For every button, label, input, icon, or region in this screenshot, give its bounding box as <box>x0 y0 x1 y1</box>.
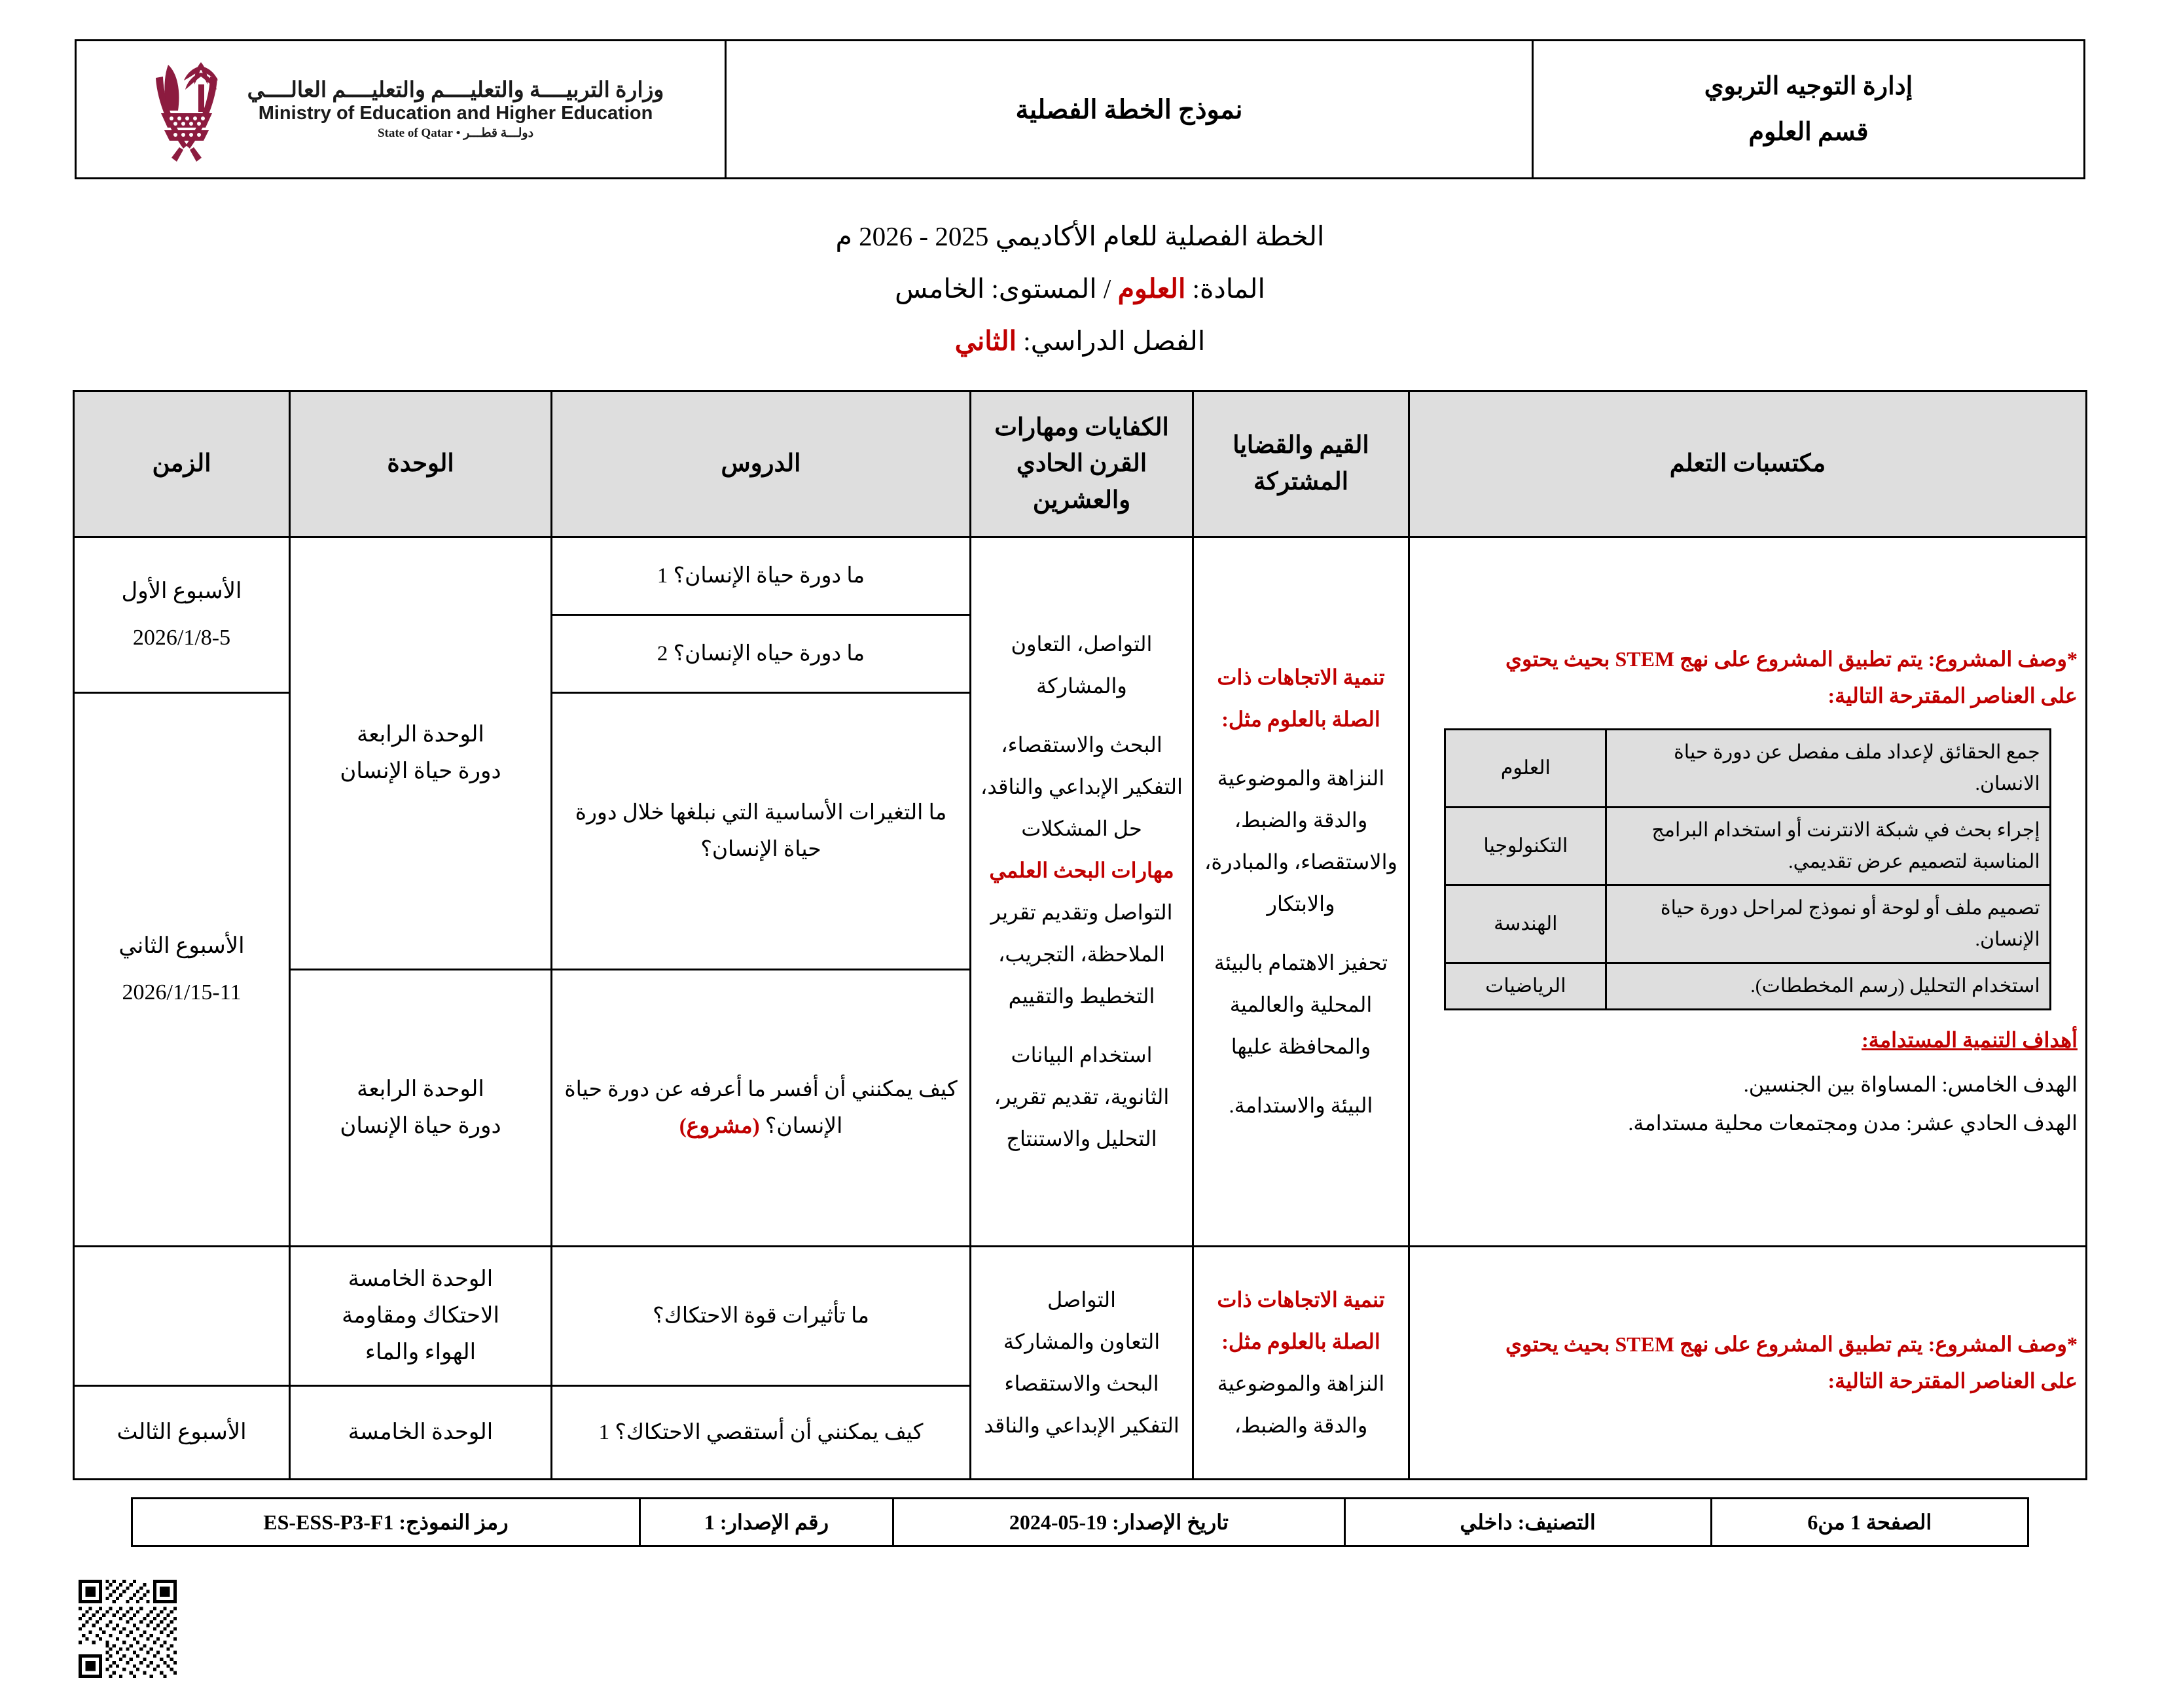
unit-line-1: الوحدة الرابعة <box>357 722 484 747</box>
academic-year-line: الخطة الفصلية للعام الأكاديمي 2025 - 2026 م <box>835 221 1325 251</box>
footer-form-code: رمز النموذج: ES-ESS-P3-F1 <box>132 1498 640 1546</box>
week-label-2: الأسبوع الثاني <box>118 933 245 958</box>
values-text-1: النزاهة والموضوعية والدقة والضبط، والاستقصاء، والمبادرة، والابتكار <box>1204 766 1397 916</box>
column-header-values: القيم والقضايا المشتركة <box>1193 391 1409 537</box>
lesson-cell-w2-l1: ما التغيرات الأساسية التي نبلغها خلال دورة حياة الإنسان؟ <box>552 692 971 969</box>
subject-value: العلوم <box>1117 273 1186 304</box>
stem-row-engineering <box>1445 885 2050 963</box>
qatar-emblem-icon <box>137 50 236 168</box>
spacer <box>1202 740 1400 757</box>
values-cell-block1 <box>1193 537 1409 1246</box>
spacer <box>1202 925 1400 942</box>
unit-cell-week1 <box>290 537 552 969</box>
values-text-block2: النزاهة والموضوعية والدقة والضبط، <box>1217 1372 1385 1438</box>
stem-engineering-text: تصميم ملف أو لوحة أو نموذج لمراحل دورة حياة الإنسان. <box>1606 885 2050 963</box>
unit5-line-1: الوحدة الخامسة <box>348 1266 494 1291</box>
term-label: الفصل الدراسي: <box>1017 325 1206 356</box>
ministry-logo-text <box>247 79 664 140</box>
term-line <box>0 315 2160 368</box>
unit5-line-2: الاحتكاك ومقاومة <box>342 1303 499 1328</box>
lesson-cell-w1-l1: ما دورة حياة الإنسان؟ 1 <box>552 537 971 614</box>
department-line-2: قسم العلوم <box>1748 118 1869 146</box>
state-of-qatar-label: دولـــة قطـــر • State of Qatar <box>377 126 534 140</box>
stem-science-label: العلوم <box>1445 729 1606 807</box>
document-footer-table <box>131 1497 2029 1547</box>
document-header-table <box>75 39 2085 179</box>
department-cell <box>1533 41 2085 179</box>
stem-engineering-label: الهندسة <box>1445 885 1606 963</box>
footer-issue-number: رقم الإصدار: 1 <box>639 1498 893 1546</box>
document-page <box>0 39 2160 1708</box>
unit-line-2: دورة حياة الإنسان <box>340 758 501 783</box>
lesson-cell-w1-l2: ما دورة حياه الإنسان؟ 2 <box>552 614 971 692</box>
stem-row-technology <box>1445 807 2050 885</box>
values-cell-block2 <box>1193 1246 1409 1479</box>
ministry-name-english: Ministry of Education and Higher Education <box>258 103 653 124</box>
values-text-2: تحفيز الاهتمام بالبيئة المحلية والعالمية والمحافظة عليها <box>1214 951 1388 1059</box>
column-header-outcomes: مكتسبات التعلم <box>1409 391 2087 537</box>
column-header-time: الزمن <box>74 391 290 537</box>
project-tag: (مشروع) <box>679 1114 760 1138</box>
project-description-line2: على العناصر المقترحة التالية: <box>1827 1369 2078 1393</box>
spacer <box>1202 1067 1400 1084</box>
table-row <box>74 1246 2087 1385</box>
ministry-logo-cell <box>76 41 726 179</box>
spacer <box>979 707 1184 724</box>
competencies-red-heading: مهارات البحث العلمي <box>989 859 1174 883</box>
competency-text-1: التواصل، التعاون والمشاركة <box>1011 632 1153 698</box>
footer-issue-date: تاريخ الإصدار: 19-05-2024 <box>893 1498 1344 1546</box>
competency-b2-text-1: التواصل <box>1047 1288 1117 1312</box>
ministry-logo <box>83 50 718 168</box>
sdg-goal-5: الهدف الخامس: المساواة بين الجنسين. <box>1743 1072 2078 1096</box>
sdg-heading: أهداف التنمية المستدامة: <box>1862 1027 2078 1052</box>
plan-title-block <box>0 211 2160 368</box>
table-header-row <box>74 391 2087 537</box>
sdg-goal-11: الهدف الحادي عشر: مدن ومجتمعات محلية مستدامة. <box>1628 1111 2078 1135</box>
term-value: الثاني <box>954 325 1017 356</box>
subject-level-line <box>0 263 2160 315</box>
competencies-cell-block1 <box>971 537 1193 1246</box>
footer-row <box>132 1498 2028 1546</box>
unit-line-1: الوحدة الرابعة <box>357 1076 484 1101</box>
competency-text-3: التواصل وتقديم تقرير الملاحظة، التجريب، التخطيط والتقييم <box>990 900 1173 1008</box>
project-description-line1: *وصف المشروع: يتم تطبيق المشروع على نهج STEM بحيث يحتوي <box>1505 647 2078 671</box>
unit5-line-3: الهواء والماء <box>365 1340 477 1364</box>
footer-classification: التصنيف: داخلي <box>1344 1498 1711 1546</box>
semester-plan-table <box>73 390 2087 1480</box>
competency-text-4: استخدام البيانات الثانوية، تقديم تقرير، التحليل والاستنتاج <box>994 1043 1170 1151</box>
lesson-cell-w2-l2 <box>552 969 971 1246</box>
stem-elements-table <box>1444 728 2051 1010</box>
ministry-name-arabic: وزارة التربيــــة والتعليــــم والتعليــــم العالــــي <box>247 79 664 103</box>
column-header-lessons: الدروس <box>552 391 971 537</box>
project-description-block1 <box>1418 641 2078 714</box>
week-dates-2: 2026/1/15-11 <box>122 980 242 1005</box>
stem-science-text: جمع الحقائق لإعداد ملف مفصل عن دورة حياة الانسان. <box>1606 729 2050 807</box>
competency-b2-text-3: البحث والاستقصاء <box>1004 1372 1159 1396</box>
column-header-competencies: الكفايات ومهارات القرن الحادي والعشرين <box>971 391 1193 537</box>
qr-code <box>79 1580 177 1678</box>
project-description-line2: على العناصر المقترحة التالية: <box>1827 683 2078 707</box>
time-cell-week1 <box>74 537 290 692</box>
competency-text-2: البحث والاستقصاء، التفكير الإبداعي والناقد، حل المشكلات <box>981 733 1183 841</box>
values-red-heading-block2: تنمية الاتجاهات ذات الصلة بالعلوم مثل: <box>1217 1288 1385 1354</box>
stem-mathematics-label: الرياضيات <box>1445 963 1606 1009</box>
time-cell-week2 <box>74 692 290 1246</box>
level-text: / المستوى: الخامس <box>895 273 1118 304</box>
unit-cell-week3-a <box>290 1246 552 1385</box>
table-row <box>74 537 2087 614</box>
stem-mathematics-text: استخدام التحليل (رسم المخططات). <box>1606 963 2050 1009</box>
competencies-cell-block2 <box>971 1246 1193 1479</box>
week-label-1: الأسبوع الأول <box>121 578 242 603</box>
week-dates-1: 2026/1/8-5 <box>132 626 231 650</box>
project-description-line1: *وصف المشروع: يتم تطبيق المشروع على نهج STEM بحيث يحتوي <box>1505 1332 2078 1357</box>
stem-row-mathematics <box>1445 963 2050 1009</box>
values-red-heading-block1: تنمية الاتجاهات ذات الصلة بالعلوم مثل: <box>1217 666 1385 732</box>
time-cell-week3-empty <box>74 1246 290 1385</box>
lesson-project-text: كيف يمكنني أن أفسر ما أعرفه عن دورة حياة الإنسان؟ <box>564 1077 958 1138</box>
unit-line-2: دورة حياة الإنسان <box>340 1113 501 1138</box>
footer-page-number: الصفحة 1 من6 <box>1711 1498 2028 1546</box>
stem-technology-label: التكنولوجيا <box>1445 807 1606 885</box>
stem-row-science <box>1445 729 2050 807</box>
spacer <box>979 1017 1184 1034</box>
competency-b2-text-4: التفكير الإبداعي والناقد <box>984 1414 1179 1438</box>
time-cell-week3: الأسبوع الثالث <box>74 1385 290 1479</box>
subject-label: المادة: <box>1185 273 1265 304</box>
unit-cell-week2 <box>290 969 552 1246</box>
column-header-unit: الوحدة <box>290 391 552 537</box>
outcomes-cell-block1 <box>1409 537 2087 1246</box>
header-row <box>76 41 2085 179</box>
lesson-cell-w3-l2: كيف يمكنني أن أستقصي الاحتكاك؟ 1 <box>552 1385 971 1479</box>
stem-technology-text: إجراء بحث في شبكة الانترنت أو استخدام البرامج المناسبة لتصميم عرض تقديمي. <box>1606 807 2050 885</box>
outcomes-cell-block2 <box>1409 1246 2087 1479</box>
form-title-cell: نموذج الخطة الفصلية <box>726 41 1533 179</box>
competency-b2-text-2: التعاون والمشاركة <box>1003 1330 1161 1354</box>
values-text-3: البيئة والاستدامة. <box>1229 1094 1373 1118</box>
project-description-block2 <box>1418 1326 2078 1399</box>
department-line-1: إدارة التوجيه التربوي <box>1704 72 1913 100</box>
unit-cell-week3-b: الوحدة الخامسة <box>290 1385 552 1479</box>
lesson-cell-w3-l1: ما تأثيرات قوة الاحتكاك؟ <box>552 1246 971 1385</box>
